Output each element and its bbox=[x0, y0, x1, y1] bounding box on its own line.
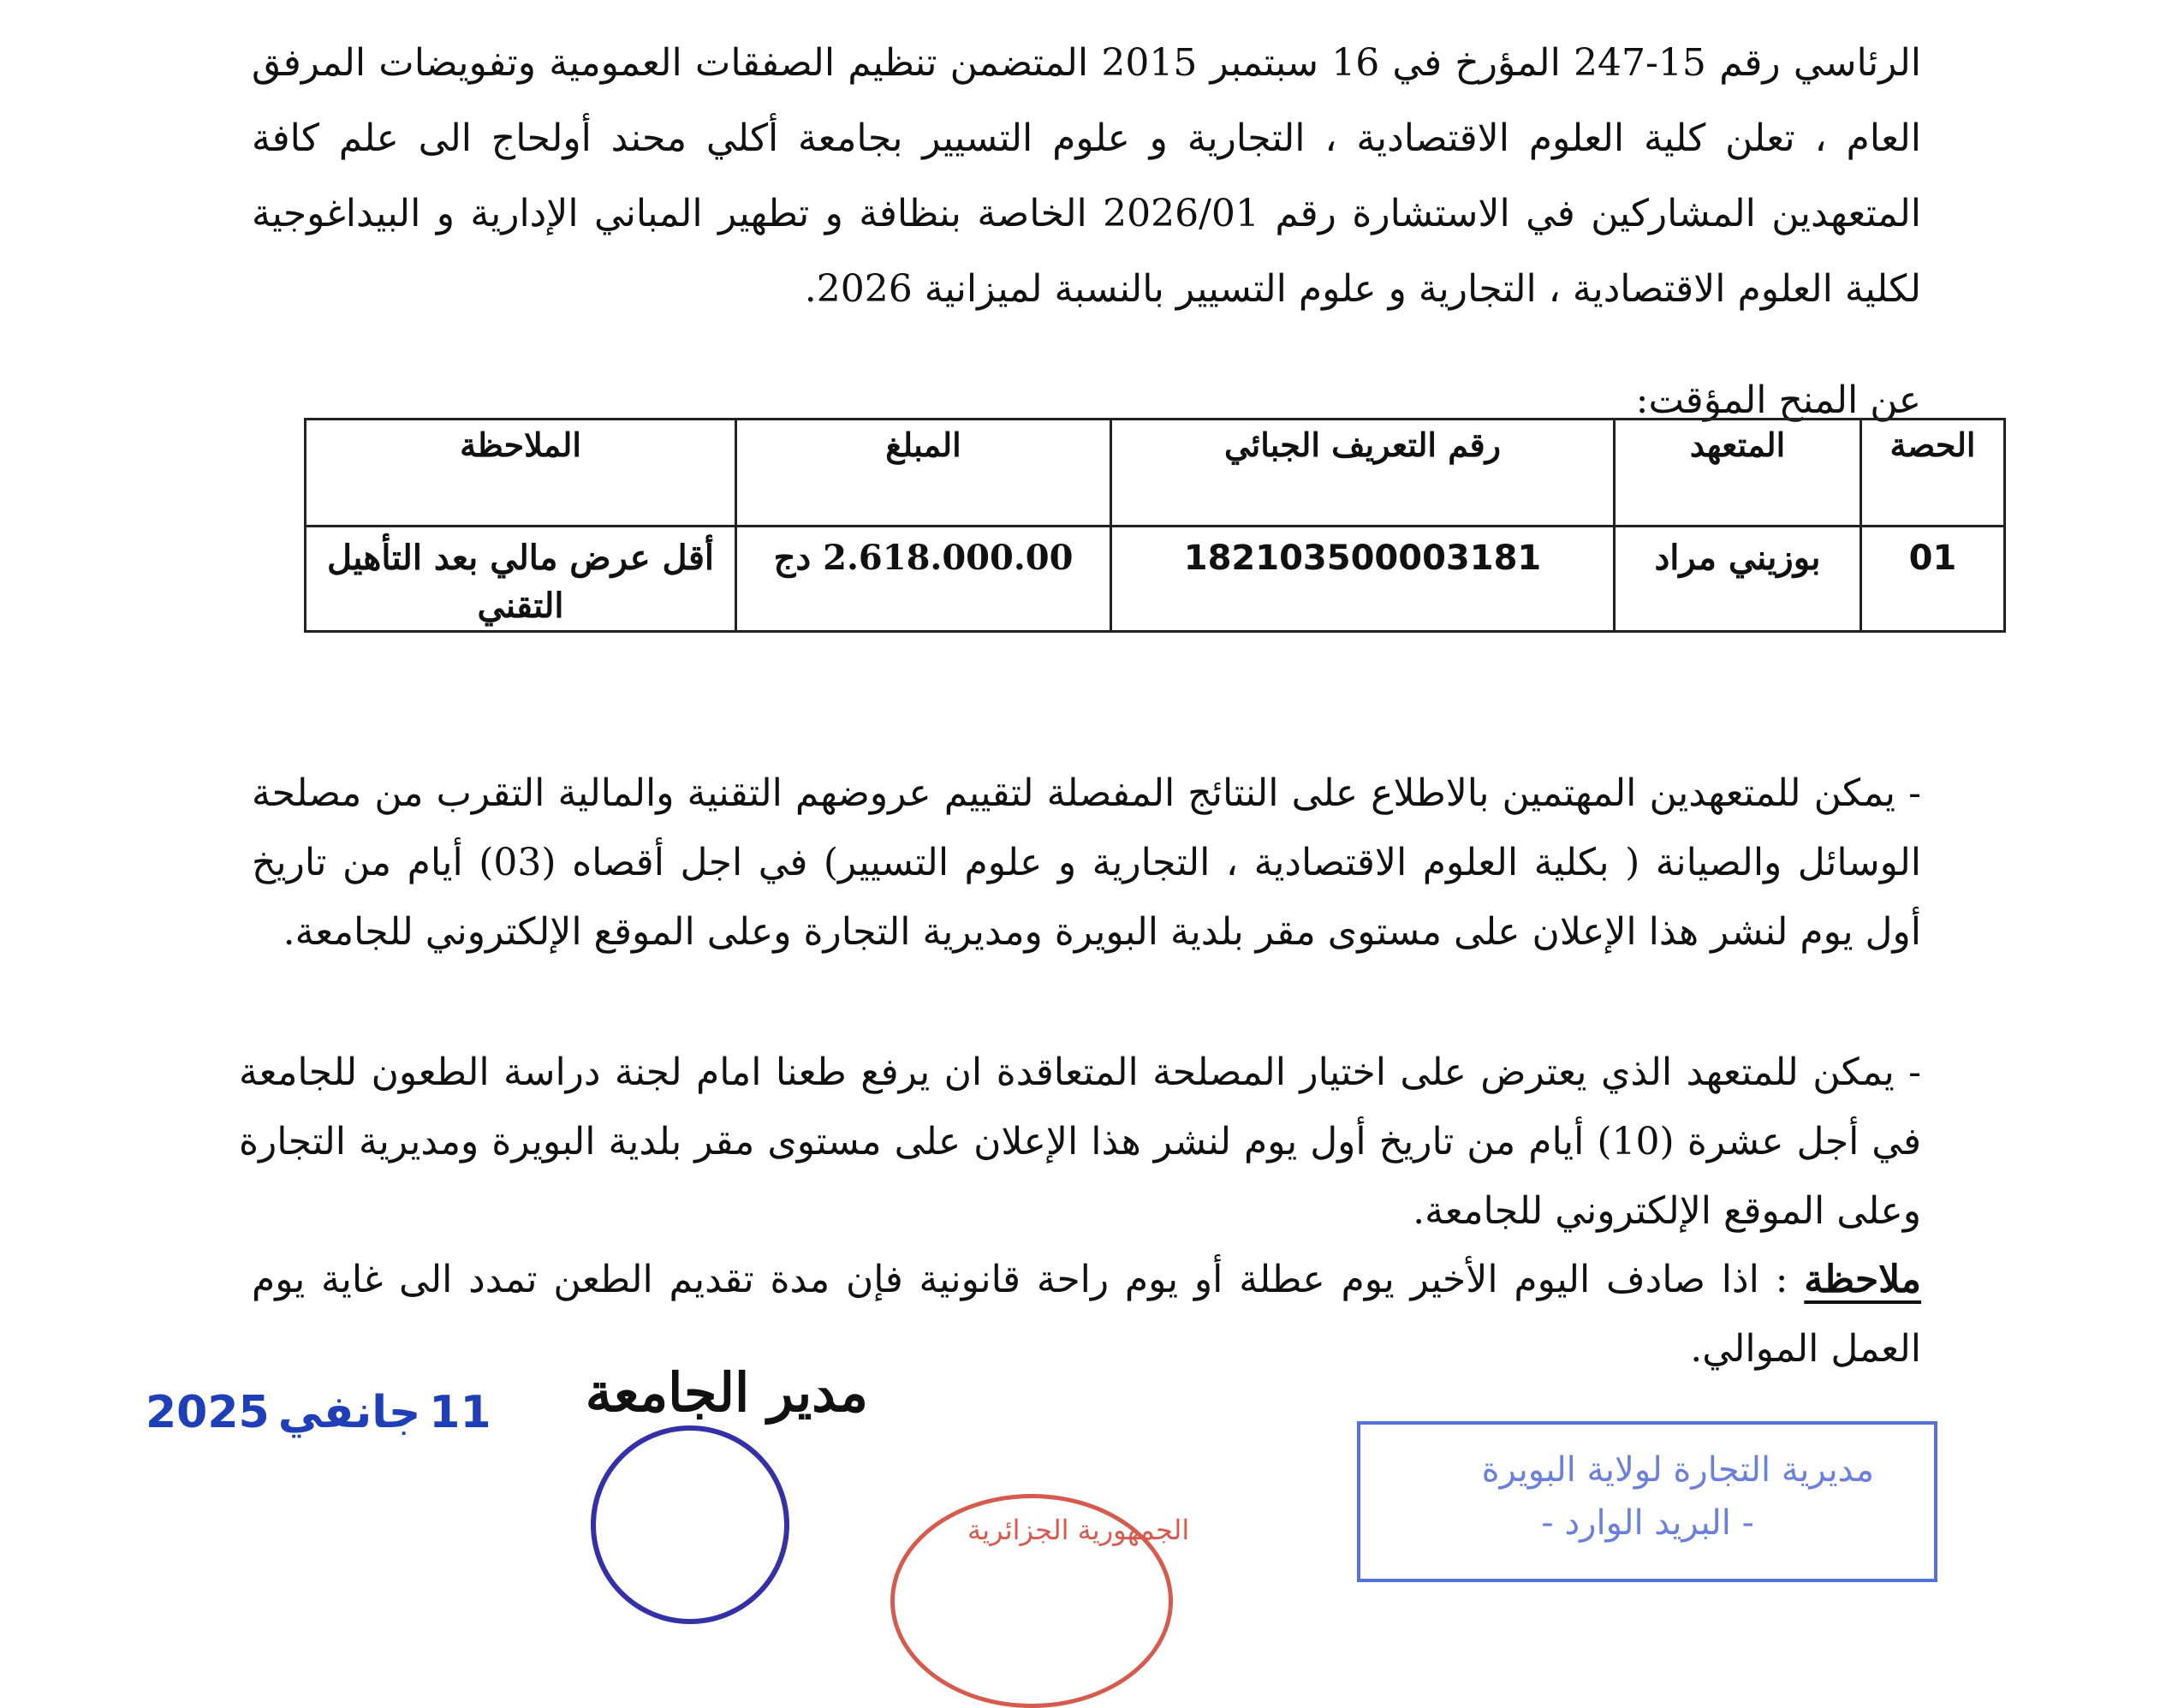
signature-circle bbox=[591, 1425, 789, 1624]
bullet-results-access: - يمكن للمتعهدين المهتمين بالاطلاع على النتائج المفصلة لتقييم عروضهم التقنية والمالية التقرب من مصلحة الوسائل والصيانة ( بكلية العلوم الاقتصادية ، التجارية و علوم التسيير) في اجل أقصاه (03) أيام من تاريخ أول يوم لنشر هذا الإعلان على مستوى مقر بلدية البويرة ومديرية التجارة وعلى الموقع الإلكتروني للجامعة. bbox=[252, 771, 1922, 954]
cell-remark: أقل عرض مالي بعد التأهيل التقني bbox=[306, 527, 736, 632]
table-header-row bbox=[306, 420, 2005, 527]
bullet-appeal: - يمكن للمتعهد الذي يعترض على اختيار المصلحة المتعاقدة ان يرفع طعنا امام لجنة دراسة الطعون للجامعة في أجل عشرة (10) أيام من تاريخ أول يوم لنشر هذا الإعلان على مستوى مقر بلدية البويرة ومديرية التجارة وعلى الموقع الإلكتروني للجامعة. bbox=[239, 1050, 1921, 1233]
date-month: جانفي bbox=[277, 1387, 421, 1438]
header-tax-id: رقم التعريف الجبائي bbox=[1111, 420, 1615, 527]
received-stamp-line2: - البريد الوارد - bbox=[1541, 1503, 1754, 1543]
intro-paragraph: الرئاسي رقم 15-247 المؤرخ في 16 سبتمبر 2015 المتضمن تنظيم الصفقات العمومية وتفويضات المرفق العام ، تعلن كلية العلوم الاقتصادية ، التجارية و علوم التسيير بجامعة أكلي محند أولحاج الى علم كافة المتعهدين المشاركين في الاستشارة رقم 2026/01 الخاصة بنظافة و تطهير المباني الإدارية و البيداغوجية لكلية العلوم الاقتصادية ، التجارية و علوم التسيير بالنسبة لميزانية 2026. bbox=[252, 41, 1922, 311]
cell-bidder: بوزيني مراد bbox=[1615, 527, 1861, 632]
note-paragraph bbox=[252, 1245, 1921, 1384]
date-day: 11 bbox=[429, 1387, 491, 1438]
lot-value: 01 bbox=[1908, 539, 1957, 578]
header-bidder: المتعهد bbox=[1615, 420, 1861, 527]
cell-tax-id bbox=[1111, 527, 1615, 632]
date-stamp bbox=[146, 1387, 491, 1438]
date-year: 2025 bbox=[146, 1387, 270, 1438]
tax-id-value: 182103500003181 bbox=[1183, 539, 1542, 578]
received-stamp bbox=[1357, 1421, 1937, 1582]
table-row bbox=[306, 527, 2005, 632]
note-text: : اذا صادف اليوم الأخير يوم عطلة أو يوم راحة قانونية فإن مدة تقديم الطعن تمدد الى غاية يوم العمل الموالي. bbox=[252, 1258, 1921, 1371]
cell-lot bbox=[1861, 527, 2005, 632]
temporary-award-heading: عن المنح المؤقت: bbox=[1635, 378, 1921, 422]
award-table bbox=[304, 418, 2006, 633]
note-label: ملاحظة bbox=[1804, 1258, 1921, 1301]
seal-text: الجمهورية الجزائرية bbox=[967, 1514, 1190, 1546]
cell-amount: 2.618.000.00 دج bbox=[736, 527, 1111, 632]
header-lot: الحصة bbox=[1861, 420, 2005, 527]
header-amount: المبلغ bbox=[736, 420, 1111, 527]
received-stamp-line1: مديرية التجارة لولاية البويرة bbox=[1481, 1450, 1874, 1490]
header-remark: الملاحظة bbox=[306, 420, 736, 527]
signer-title: مدير الجامعة bbox=[585, 1361, 868, 1424]
